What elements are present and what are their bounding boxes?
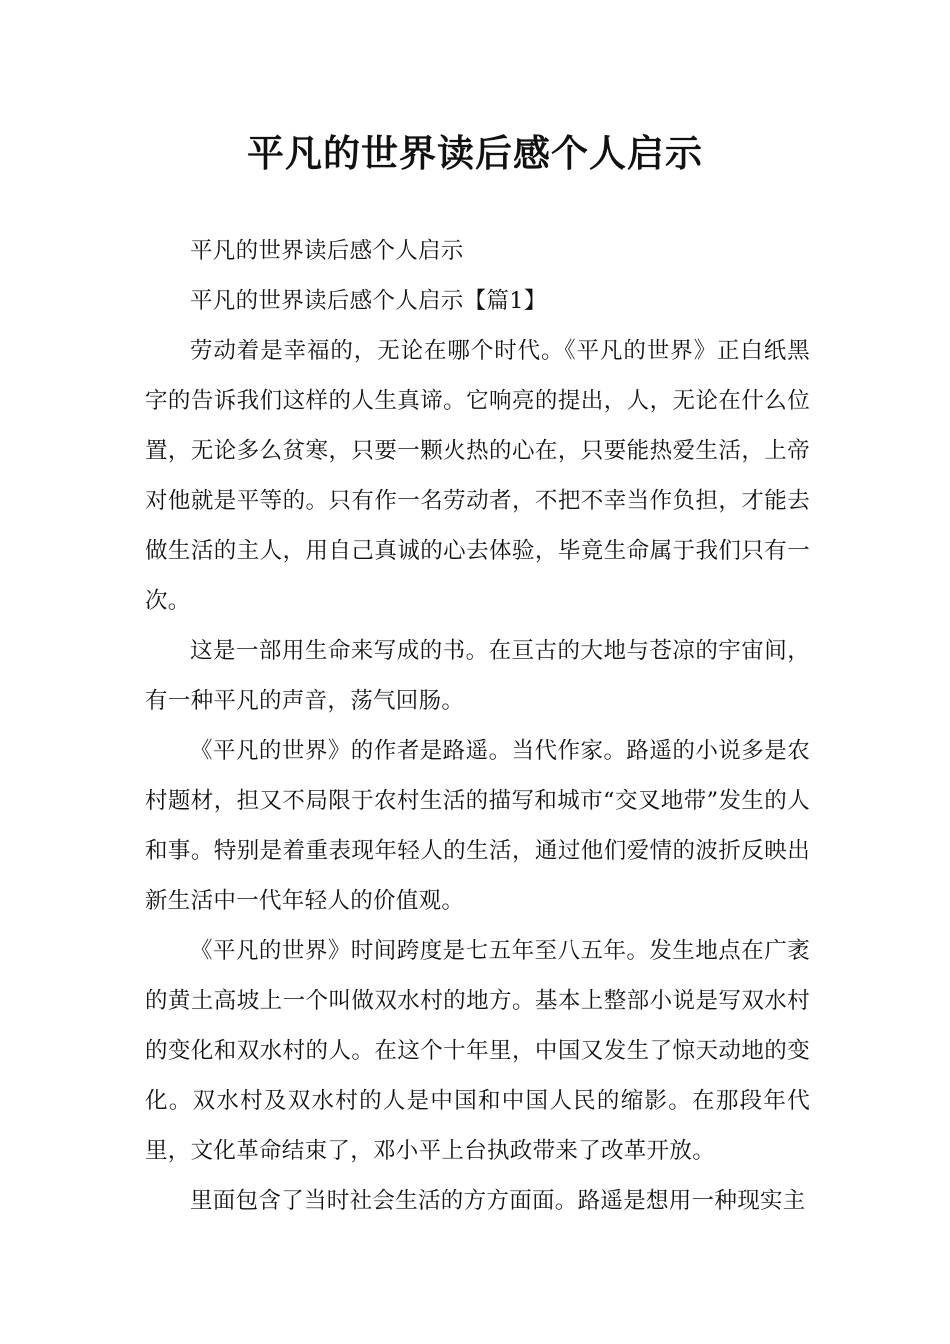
paragraph: 这是一部用生命来写成的书。在亘古的大地与苍凉的宇宙间，有一种平凡的声音，荡气回肠。: [145, 638, 810, 714]
paragraph-subtitle: 平凡的世界读后感个人启示: [190, 238, 464, 264]
paragraph: 《平凡的世界》时间跨度是七五年至八五年。发生地点在广袤的黄土高坡上一个叫做双水村的地方。基本上整部小说是写双水村的变化和双水村的人。在这个十年里，中国又发生了惊天动地的变化。双水村及双水村的人是中国和中国人民的缩影。在那段年代里，文化革命结束了，邓小平上台执政带来了改革开放。: [145, 938, 810, 1164]
paragraph: 劳动着是幸福的，无论在哪个时代。《平凡的世界》正白纸黑字的告诉我们这样的人生真谛。它响亮的提出，人，无论在什么位置，无论多么贫寒，只要一颗火热的心在，只要能热爱生活，上帝对他就是平等的。只有作一名劳动者，不把不幸当作负担，才能去做生活的主人，用自己真诚的心去体验，毕竟生命属于我们只有一次。: [145, 338, 810, 614]
page-title: 平凡的世界读后感个人启示: [247, 131, 703, 175]
paragraph: 《平凡的世界》的作者是路遥。当代作家。路遥的小说多是农村题材，担又不局限于农村生活的描写和城市“交叉地带”发生的人和事。特别是着重表现年轻人的生活，通过他们爱情的波折反映出新生活中一代年轻人的价值观。: [145, 738, 810, 914]
paragraph: 里面包含了当时社会生活的方方面面。路遥是想用一种现实主: [190, 1188, 806, 1214]
paragraph-section-heading: 平凡的世界读后感个人启示【篇1】: [190, 288, 547, 314]
document-body: [145, 226, 810, 1226]
